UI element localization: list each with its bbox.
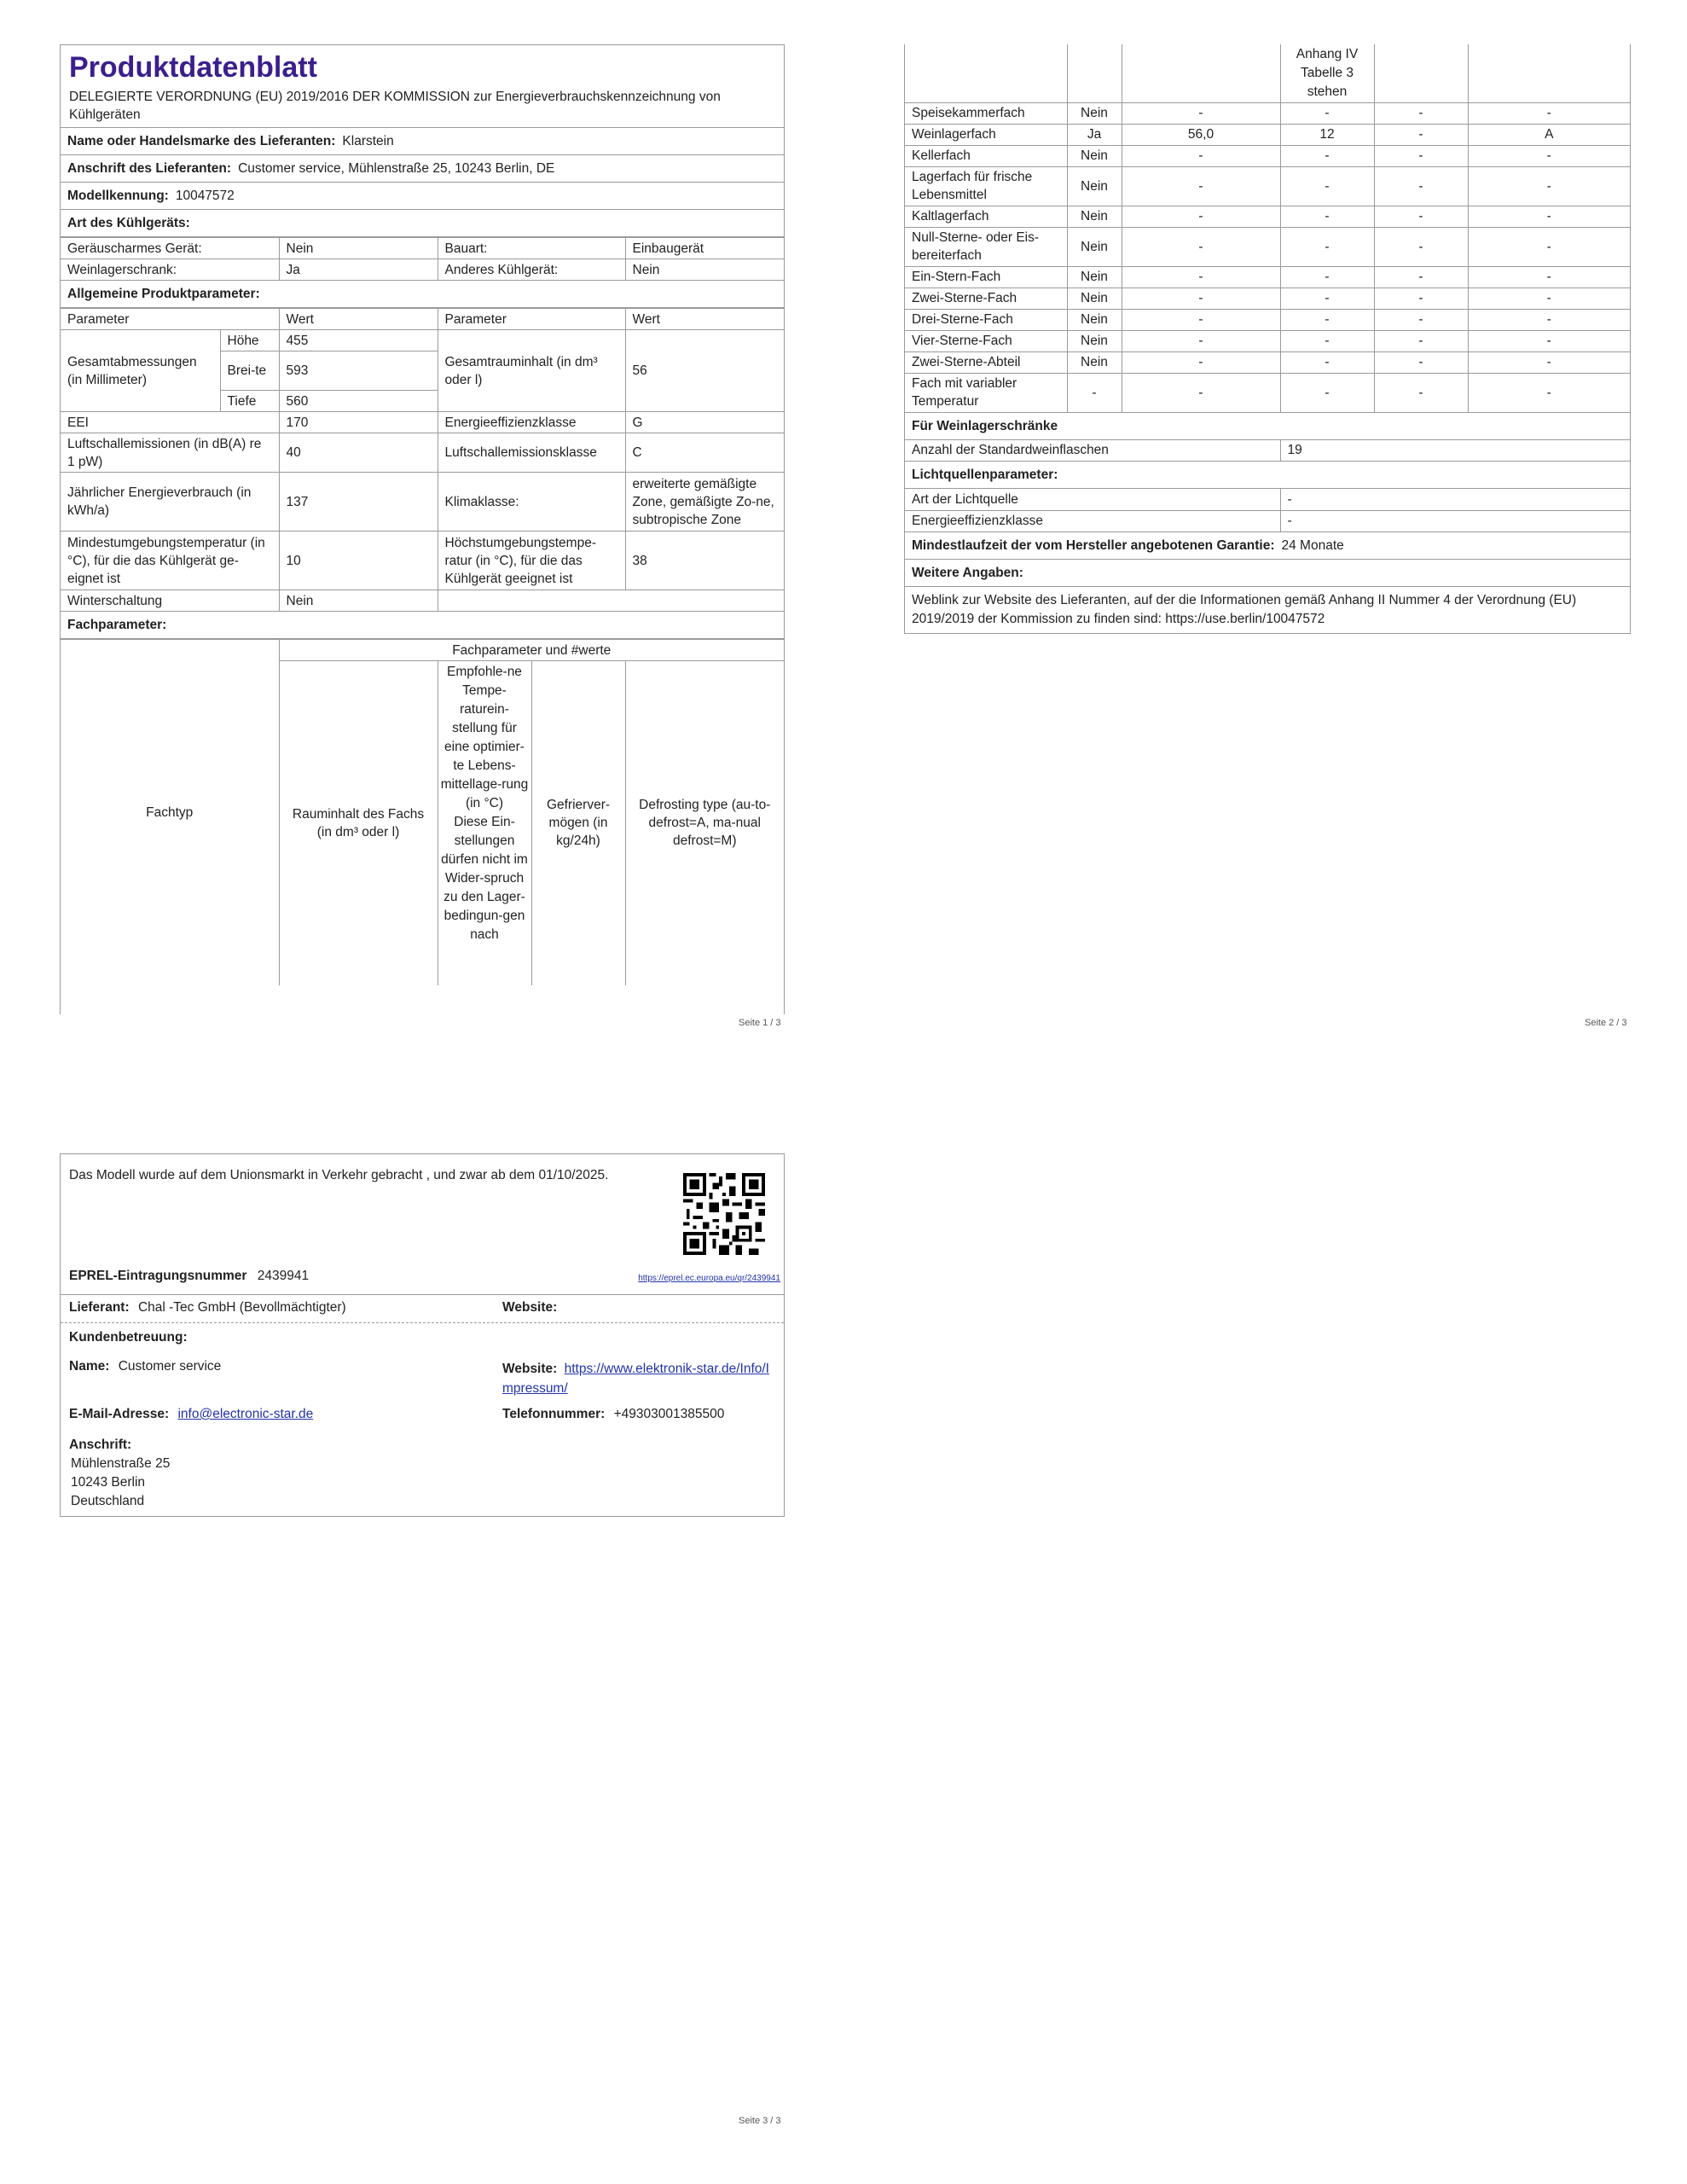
fach-cell: - [1374,309,1468,330]
address-row [61,155,784,183]
fach-cell: Nein [1067,166,1122,206]
fach-cell: - [1122,102,1280,124]
address-heading: Anschrift: [69,1438,132,1452]
table-row [61,433,784,473]
fach-cell: - [1122,351,1280,373]
fach-cell: - [1280,266,1374,288]
divider [61,1322,784,1323]
light-heading: Lichtquellenparameter: [905,462,1630,489]
table-row [61,259,784,281]
weblink-url[interactable]: https://use.berlin/10047572 [1165,611,1325,626]
fach-cell: Nein [1067,145,1122,166]
table-row [61,238,784,259]
fach-cell: - [1280,309,1374,330]
fach-cell: - [1374,266,1468,288]
address-line: Deutschland [71,1494,145,1508]
param-label: Energieeffizienzklasse [438,412,625,433]
table-row [905,351,1630,373]
fach-heading: Fachparameter: [61,612,784,639]
param-label: Mindestumgebungstemperatur (in °C), für die das Kühlgerät ge-eignet ist [61,531,279,590]
fach-cell: Nein [1067,102,1122,124]
fach-cell: Nein [1067,266,1122,288]
fach-cell: - [1374,124,1468,145]
model-label: Modellkennung: [67,189,169,203]
table-row [61,640,784,661]
param-value: C [625,433,784,473]
fach-type: Kellerfach [905,145,1067,166]
fach-type: Fach mit variabler Temperatur [905,373,1067,412]
supplier-row [61,128,784,155]
table-row [61,473,784,531]
weblink-row [905,587,1630,634]
table-row [905,440,1630,462]
fach-cell: Nein [1067,351,1122,373]
fach-cell: - [1280,145,1374,166]
param-value: 170 [279,412,438,433]
fach-group-header: Fachparameter und #werte [279,640,784,661]
supplier-row [69,1300,346,1316]
fach-cell: 12 [1280,124,1374,145]
fach-cell: Nein [1067,288,1122,309]
eprel-link[interactable]: https://eprel.ec.europa.eu/qr/2439941 [638,1274,780,1283]
table-row [905,373,1630,412]
page-number: Seite 1 / 3 [739,1018,781,1028]
fach-cell: - [1468,288,1630,309]
table-row [905,166,1630,206]
fach-cell: - [1280,373,1374,412]
fach-cell: 56,0 [1122,124,1280,145]
customer-name-row [69,1359,221,1374]
type-cell: Bauart: [438,238,625,259]
supplier-label: Lieferant: [69,1300,130,1315]
fach-cell: - [1122,227,1280,266]
param-value: Nein [279,590,438,612]
type-cell: Ja [279,259,438,281]
weblink-text: Weblink zur Website des Lieferanten, auf der die Informationen gemäß Anhang II Nummer 4 der Verordnung (EU) 2019/2019 der Kommission zu finden sind: [912,592,1577,626]
supplier-label: Name oder Handelsmarke des Lieferanten: [67,134,336,148]
empty-cell [1468,44,1630,102]
fach-type: Ein-Stern-Fach [905,266,1067,288]
eprel-row [69,1269,309,1284]
address-line: Mühlenstraße 25 [71,1456,171,1471]
type-cell: Nein [625,259,784,281]
param-label: Luftschallemissionen (in dB(A) re 1 pW) [61,433,279,473]
table-row [905,288,1630,309]
wine-heading: Für Weinlagerschränke [905,413,1630,440]
fach-cell: - [1468,102,1630,124]
table-row [905,44,1630,102]
fach-type: Weinlagerfach [905,124,1067,145]
market-text: Das Modell wurde auf dem Unionsmarkt in Verkehr gebracht , und zwar ab dem 01/10/2025. [69,1168,609,1182]
fach-cell: Nein [1067,227,1122,266]
fach-cell: - [1468,227,1630,266]
fach-cell: - [1280,166,1374,206]
dim-value: 560 [279,391,438,412]
param-value: 40 [279,433,438,473]
col-header: Parameter [61,309,279,330]
regulation-text: DELEGIERTE VERORDNUNG (EU) 2019/2016 DER KOMMISSION zur Energieverbrauchskennzeichnung von Kühlgeräten [69,90,721,122]
table-row [905,510,1630,531]
type-cell: Weinlagerschrank: [61,259,279,281]
more-heading: Weitere Angaben: [905,560,1630,587]
address-block [69,1436,170,1511]
email-link[interactable]: info@electronic-star.de [177,1407,314,1421]
model-row [61,183,784,210]
email-row [69,1407,313,1422]
phone-row [502,1407,724,1422]
table-row [905,266,1630,288]
param-label: Höchstumgebungstempe-ratur (in °C), für die das Kühlgerät geeignet ist [438,531,625,590]
fach-cell: - [1374,145,1468,166]
table-row [905,330,1630,351]
fach-cell: Nein [1067,206,1122,227]
type-cell: Nein [279,238,438,259]
light-label: Energieeffizienzklasse [905,510,1280,531]
table-row [905,227,1630,266]
dim-name: Höhe [220,330,279,351]
website2-link[interactable]: https://www.elektronik-star.de/Info/Impressum/ [502,1362,769,1396]
address-label: Anschrift des Lieferanten: [67,161,232,176]
type-heading: Art des Kühlgeräts: [61,210,784,237]
qr-code-icon[interactable] [683,1173,765,1255]
warranty-label: Mindestlaufzeit der vom Hersteller angebotenen Garantie: [912,537,1275,553]
fach-cell: Nein [1067,309,1122,330]
page-number: Seite 2 / 3 [1585,1018,1627,1028]
phone-value: +49303001385500 [613,1407,725,1421]
light-value: - [1280,510,1630,531]
warranty-value: 24 Monate [1281,537,1344,553]
wine-label: Anzahl der Standardweinflaschen [905,440,1280,462]
param-value: 137 [279,473,438,531]
dim-value: 593 [279,351,438,391]
fach-cell: A [1468,124,1630,145]
empty-cell [1067,44,1122,102]
website-row [502,1300,557,1316]
volume-value: 56 [625,330,784,412]
param-label: Luftschallemissionsklasse [438,433,625,473]
page-2 [904,44,1631,634]
fach-type: Zwei-Sterne-Fach [905,288,1067,309]
fach-col-header-cont: Anhang IV Tabelle 3 stehen [1280,44,1374,102]
fach-cell: - [1374,288,1468,309]
param-value: G [625,412,784,433]
empty-cell [905,44,1067,102]
fach-type: Null-Sterne- oder Eis-bereiterfach [905,227,1067,266]
page-title: Produktdatenblatt [69,51,317,84]
col-header: Parameter [438,309,625,330]
fach-type: Lagerfach für frische Lebensmittel [905,166,1067,206]
fach-cell: - [1067,373,1122,412]
param-label: Klimaklasse: [438,473,625,531]
fach-cell: - [1374,166,1468,206]
dim-name: Tiefe [220,391,279,412]
fach-cell: - [1122,330,1280,351]
param-label: Jährlicher Energieverbrauch (in kWh/a) [61,473,279,531]
param-label: EEI [61,412,279,433]
fach-cell: - [1280,227,1374,266]
eprel-label: EPREL-Eintragungsnummer [69,1269,247,1283]
table-row [905,102,1630,124]
general-table [61,308,784,612]
warranty-row [905,532,1630,560]
fach-cell: - [1374,351,1468,373]
param-value: 38 [625,531,784,590]
fach-cell: - [1280,351,1374,373]
dims-label: Gesamtabmessungen (in Millimeter) [61,330,220,412]
fach-cell: Nein [1067,330,1122,351]
volume-label: Gesamtrauminhalt (in dm³ oder l) [438,330,625,412]
fach-cell: - [1122,145,1280,166]
light-label: Art der Lichtquelle [905,489,1280,510]
fach-cell: - [1374,227,1468,266]
fach-cell: - [1122,206,1280,227]
wine-value: 19 [1280,440,1630,462]
empty-cell [438,590,784,612]
fach-cell: - [1122,309,1280,330]
fach-type: Zwei-Sterne-Abteil [905,351,1067,373]
fach-table [905,44,1630,413]
fach-cell: Ja [1067,124,1122,145]
fach-cell: - [1122,373,1280,412]
param-value: 10 [279,531,438,590]
fach-cell: - [1468,145,1630,166]
fach-col-header: Rauminhalt des Fachs (in dm³ oder l) [279,661,438,985]
email-label: E-Mail-Adresse: [69,1407,170,1421]
fach-cell: - [1122,166,1280,206]
website2-row [502,1359,775,1398]
name-label: Name: [69,1359,110,1374]
fach-col-header [438,661,531,985]
table-row [61,531,784,590]
type-cell: Geräuscharmes Gerät: [61,238,279,259]
fach-col-text: Diese Ein-stellungen dürfen nicht im Wider-spruch zu den Lager-bedingun-gen nach [441,815,528,942]
fach-type: Kaltlagerfach [905,206,1067,227]
fach-cell: - [1374,330,1468,351]
fach-cell: - [1374,102,1468,124]
table-row [905,206,1630,227]
fach-cell: - [1280,288,1374,309]
website2-label: Website: [502,1362,558,1376]
sheet-header [61,45,784,128]
table-row [61,590,784,612]
name-value: Customer service [118,1359,222,1374]
fach-cell: - [1280,330,1374,351]
table-row [905,489,1630,510]
empty-cell [1122,44,1280,102]
fach-cell: - [1468,206,1630,227]
general-heading: Allgemeine Produktparameter: [61,281,784,308]
fach-type: Drei-Sterne-Fach [905,309,1067,330]
address-line: 10243 Berlin [71,1475,146,1490]
table-row [905,145,1630,166]
phone-label: Telefonnummer: [502,1407,606,1421]
fach-col-header: Gefrierver-mögen (in kg/24h) [531,661,625,985]
fach-header-table [61,639,784,985]
table-row [61,412,784,433]
model-value: 10047572 [175,189,235,203]
fach-cell: - [1468,351,1630,373]
fach-cell: - [1122,266,1280,288]
col-header: Wert [279,309,438,330]
table-row [61,309,784,330]
fach-type: Vier-Sterne-Fach [905,330,1067,351]
fach-col-text: Empfohle-ne Tempe-raturein-stellung für eine optimier-te Lebens-mittellage-rung (in °C) [440,665,529,810]
fach-cell: - [1280,206,1374,227]
dim-name: Brei-te [220,351,279,391]
dim-value: 455 [279,330,438,351]
table-row [905,124,1630,145]
light-value: - [1280,489,1630,510]
fach-cell: - [1468,309,1630,330]
eprel-value: 2439941 [257,1269,310,1283]
page-number: Seite 3 / 3 [739,2116,781,2126]
fach-cell: - [1280,102,1374,124]
param-value: erweiterte gemäßigte Zone, gemäßigte Zo-ne, subtropische Zone [625,473,784,531]
wine-table [905,440,1630,462]
supplier-value: Klarstein [342,134,394,148]
fach-cell: - [1374,206,1468,227]
table-row [61,330,784,351]
website-label: Website: [502,1300,558,1315]
col-header: Wert [625,309,784,330]
divider [61,1294,784,1295]
fach-col-header: Defrosting type (au-to-defrost=A, ma-nual defrost=M) [625,661,784,985]
light-table [905,489,1630,532]
supplier-value: Chal -Tec GmbH (Bevollmächtigter) [137,1300,346,1315]
page-1 [60,44,785,1014]
table-row [905,309,1630,330]
type-table [61,237,784,281]
fach-cell: - [1468,330,1630,351]
type-cell: Anderes Kühlgerät: [438,259,625,281]
fach-cell: - [1468,373,1630,412]
customer-heading: Kundenbetreuung: [69,1330,188,1345]
fach-type: Speisekammerfach [905,102,1067,124]
fach-col-header: Fachtyp [61,640,279,985]
fach-cell: - [1374,373,1468,412]
page-3 [60,1153,785,1517]
address-value: Customer service, Mühlenstraße 25, 10243 Berlin, DE [238,161,555,176]
empty-cell [1374,44,1468,102]
fach-cell: - [1122,288,1280,309]
fach-rows [905,102,1630,412]
param-label: Winterschaltung [61,590,279,612]
fach-cell: - [1468,166,1630,206]
fach-cell: - [1468,266,1630,288]
type-cell: Einbaugerät [625,238,784,259]
